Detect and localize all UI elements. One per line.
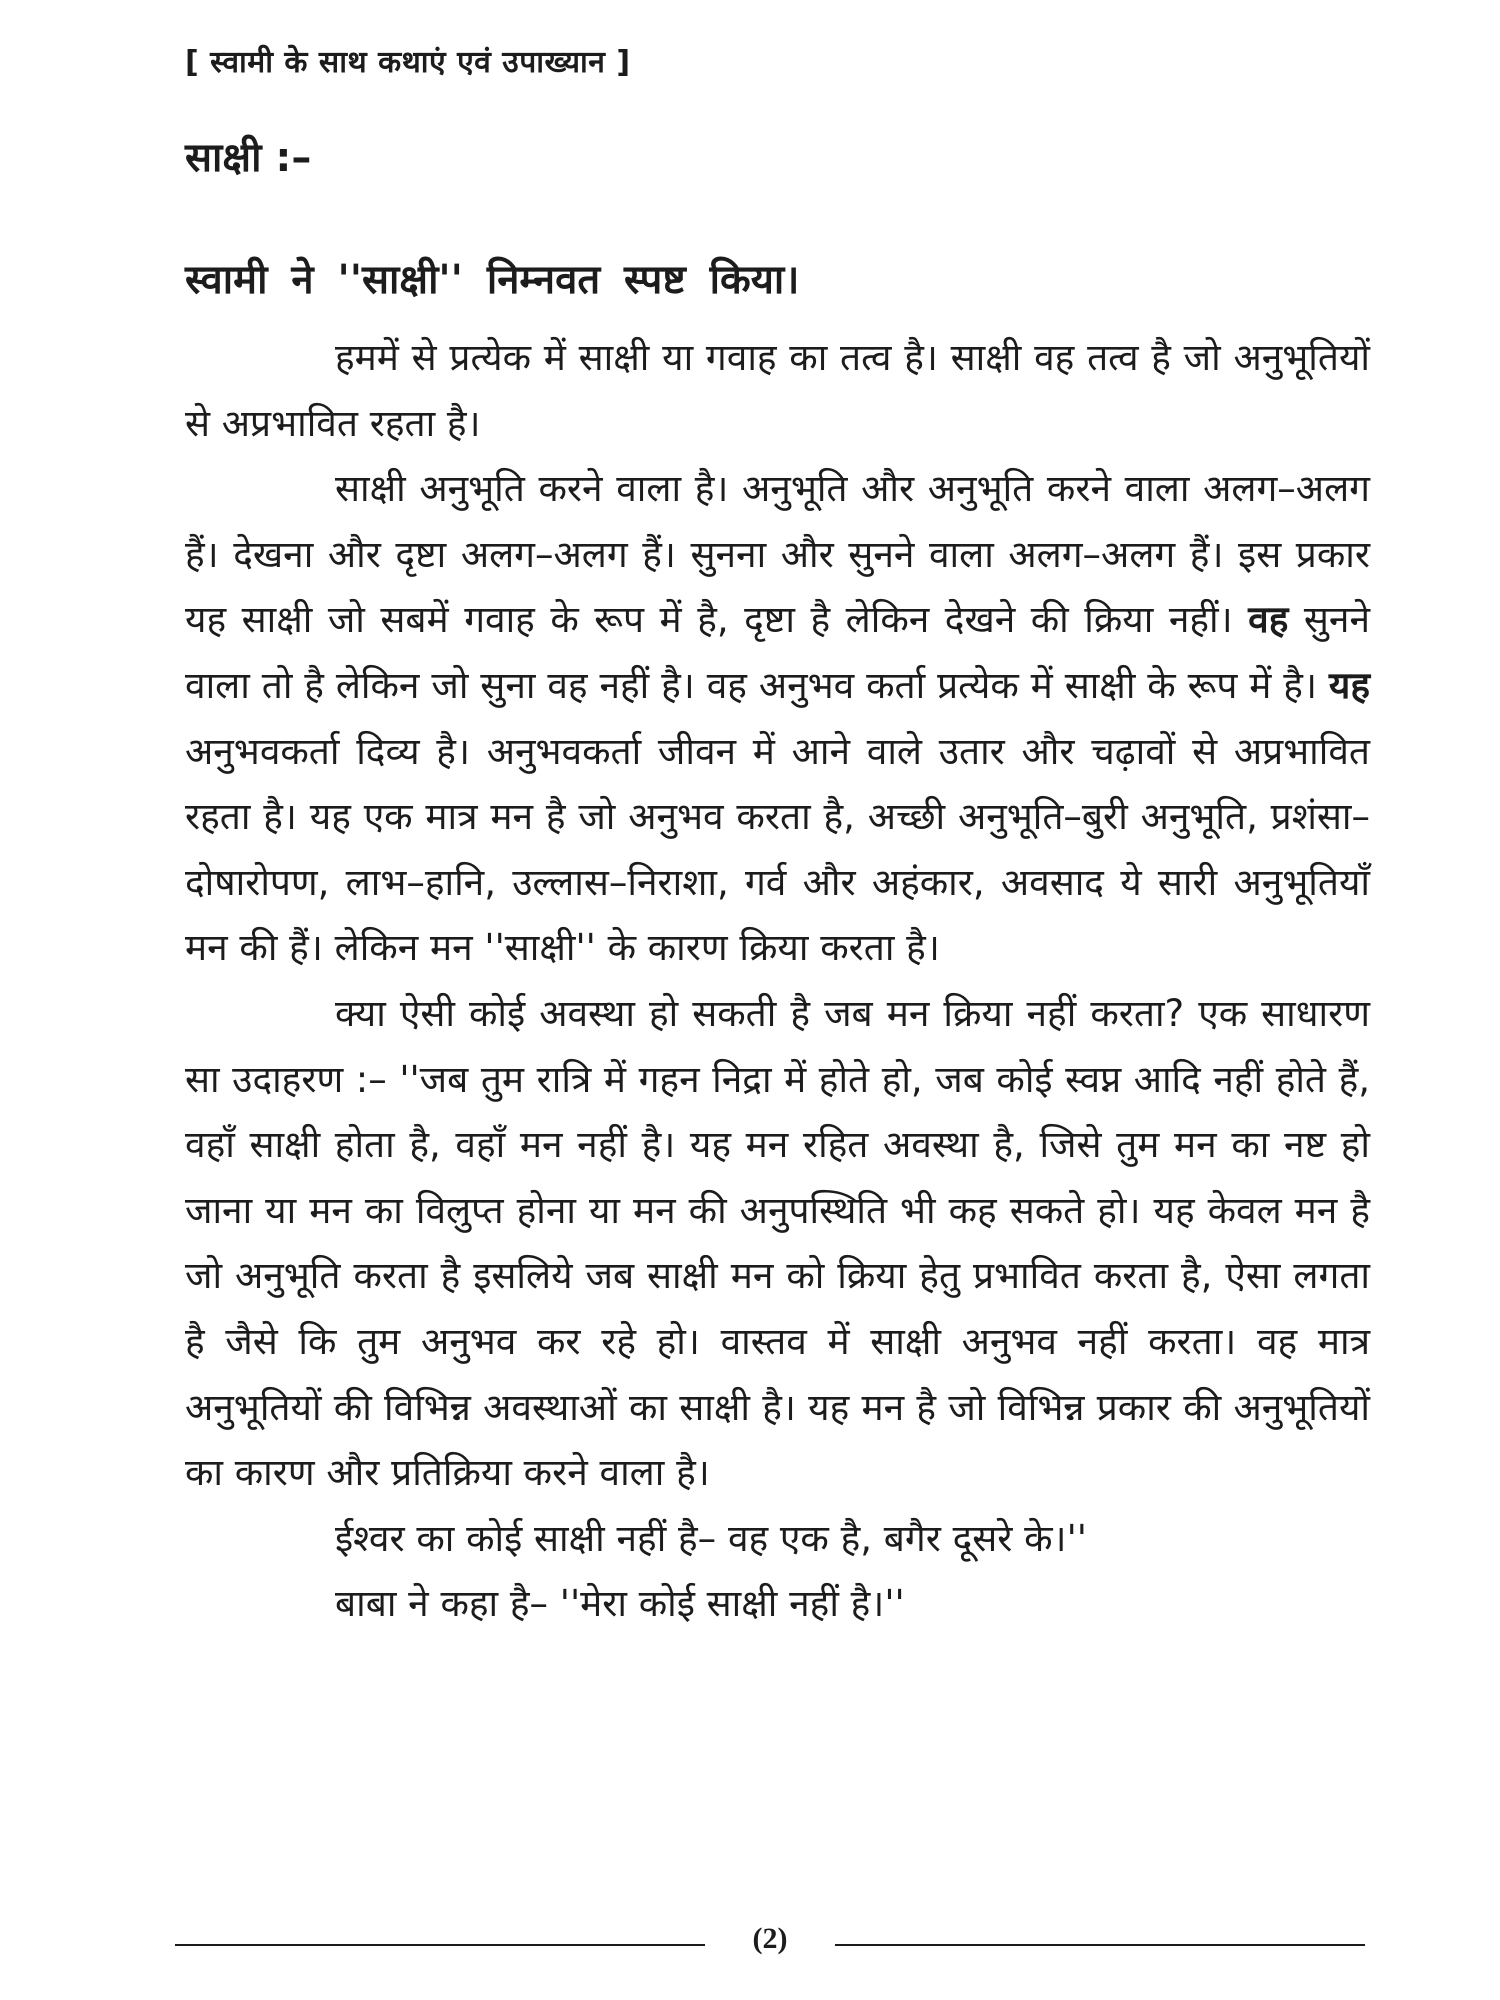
paragraph-2-bold-1: वह <box>1248 598 1289 642</box>
footer-rule-right <box>835 1944 1365 1946</box>
paragraph-3: क्या ऐसी कोई अवस्था हो सकती है जब मन क्रिया नहीं करता? एक साधारण सा उदाहरण :– ''जब तुम रात्रि में गहन निद्रा में होते हो, जब कोई स्वप्न आदि नहीं होते हैं, वहाँ साक्षी होता है, वहाँ मन नहीं है। यह मन रहित अवस्था है, जिसे तुम मन का नष्ट हो जाना या मन का विलुप्त होना या मन की अनुपस्थिति भी कह सकते हो। यह केवल मन है जो अनुभूति करता है इसलिये जब साक्षी मन को क्रिया हेतु प्रभावित करता है, ऐसा लगता है जैसे कि तुम अनुभव कर रहे हो। वास्तव में साक्षी अनुभव नहीं करता। वह मात्र अनुभूतियों की विभिन्न अवस्थाओं का साक्षी है। यह मन है जो विभिन्न प्रकार की अनुभूतियों का कारण और प्रतिक्रिया करने वाला है। <box>185 991 1370 1495</box>
paragraph-2-part-2: सुनने वाला तो है लेकिन जो सुना वह नहीं है। वह अनुभव कर्ता प्रत्येक में साक्षी के रूप में है। <box>185 598 1371 707</box>
paragraph-1: हममें से प्रत्येक में साक्षी या गवाह का तत्व है। साक्षी वह तत्व है जो अनुभूतियों से अप्रभावित रहता है। <box>185 336 1370 445</box>
page-number: (2) <box>752 1922 788 1955</box>
paragraph-2-part-1: साक्षी अनुभूति करने वाला है। अनुभूति और अनुभूति करने वाला अलग–अलग हैं। देखना और दृष्टा अलग–अलग हैं। सुनना और सुनने वाला अलग–अलग हैं। इस प्रकार यह साक्षी जो सबमें गवाह के रूप में है, दृष्टा है लेकिन देखने की क्रिया नहीं। <box>185 467 1370 642</box>
body-text <box>185 325 1370 1637</box>
paragraph-heading: स्वामी ने ''साक्षी'' निम्नवत स्पष्ट किया। <box>185 257 800 303</box>
footer-rule-left <box>175 1944 705 1946</box>
section-title: साक्षी :– <box>185 135 312 181</box>
running-header: [ स्वामी के साथ कथाएं एवं उपाख्यान ] <box>185 45 631 80</box>
paragraph-5: बाबा ने कहा है– ''मेरा कोई साक्षी नहीं है।'' <box>335 1582 905 1626</box>
paragraph-2 <box>185 456 1370 981</box>
paragraph-2-bold-2: यह <box>1328 663 1370 707</box>
paragraph-4: ईश्वर का कोई साक्षी नहीं है– वह एक है, बगैर दूसरे के।'' <box>335 1516 1087 1560</box>
paragraph-2-part-3: अनुभवकर्ता दिव्य है। अनुभवकर्ता जीवन में आने वाले उतार और चढ़ावों से अप्रभावित रहता है। यह एक मात्र मन है जो अनुभव करता है, अच्छी अनुभूति–बुरी अनुभूति, प्रशंसा–दोषारोपण, लाभ–हानि, उल्लास–निराशा, गर्व और अहंकार, अवसाद ये सारी अनुभूतियाँ मन की हैं। लेकिन मन ''साक्षी'' के कारण क्रिया करता है। <box>185 729 1370 970</box>
page-footer <box>175 1922 1365 1962</box>
